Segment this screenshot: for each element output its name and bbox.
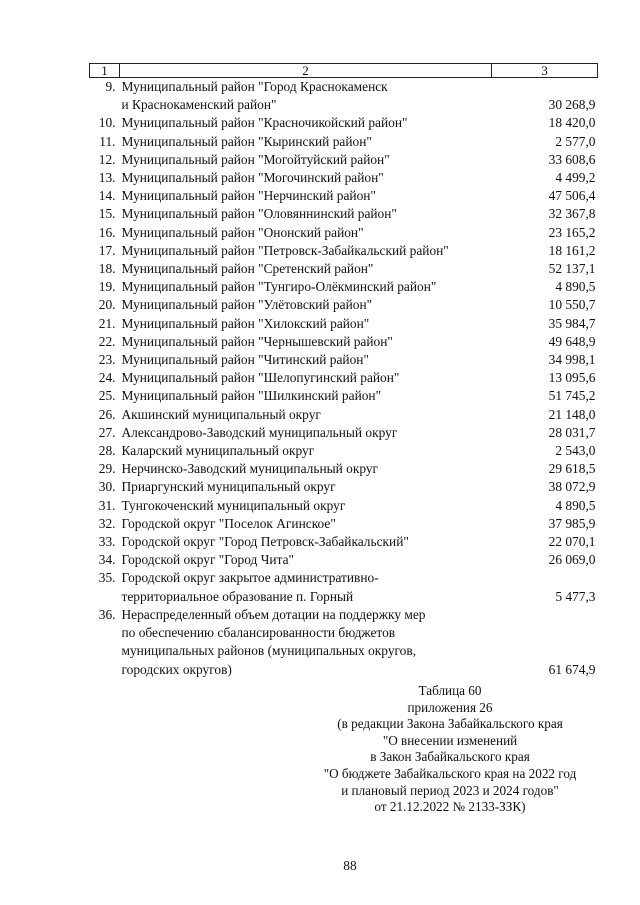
row-value: 33 608,6 bbox=[548, 151, 596, 167]
row-name bbox=[120, 551, 492, 569]
row-name bbox=[120, 242, 492, 260]
row-name-line: Городской округ "Город Чита" bbox=[121, 552, 294, 568]
row-name-line: Акшинский муниципальный округ bbox=[121, 406, 321, 422]
row-name bbox=[120, 151, 492, 169]
row-name-line: Муниципальный район "Кыринский район" bbox=[121, 133, 372, 149]
appendix-line: "О внесении изменений bbox=[382, 732, 518, 748]
row-value: 29 618,5 bbox=[548, 461, 596, 477]
row-value: 38 072,9 bbox=[548, 479, 596, 495]
row-name bbox=[120, 315, 492, 333]
table-row bbox=[90, 114, 598, 132]
row-name-line: городских округов) bbox=[121, 661, 232, 677]
row-number: 30. bbox=[98, 479, 116, 495]
row-name bbox=[120, 460, 492, 478]
row-value: 2 577,0 bbox=[555, 133, 596, 149]
row-name bbox=[120, 169, 492, 187]
table-row bbox=[90, 260, 598, 278]
row-value: 18 420,0 bbox=[548, 115, 596, 131]
row-number: 12. bbox=[98, 151, 116, 167]
table-row bbox=[90, 569, 598, 605]
row-name bbox=[120, 369, 492, 387]
row-name bbox=[120, 187, 492, 205]
header-col-2: 2 bbox=[120, 64, 492, 78]
row-name bbox=[120, 606, 492, 679]
row-number: 27. bbox=[98, 424, 116, 440]
row-name-line: Нераспределенный объем дотации на поддержку мер bbox=[121, 606, 426, 622]
row-value: 5 477,3 bbox=[555, 588, 596, 604]
table-row bbox=[90, 78, 598, 115]
row-name-line: Муниципальный район "Чернышевский район" bbox=[121, 333, 393, 349]
row-name-line: Муниципальный район "Шелопугинский район" bbox=[121, 370, 400, 386]
row-value: 4 499,2 bbox=[555, 170, 596, 186]
row-name-line: Александрово-Заводский муниципальный округ bbox=[121, 424, 398, 440]
row-number: 33. bbox=[98, 534, 116, 550]
table-body bbox=[90, 78, 598, 679]
row-name bbox=[120, 515, 492, 533]
row-value: 37 985,9 bbox=[548, 515, 596, 531]
row-value: 61 674,9 bbox=[548, 661, 596, 677]
row-value: 32 367,8 bbox=[548, 206, 596, 222]
table-row bbox=[90, 315, 598, 333]
row-number: 17. bbox=[98, 242, 116, 258]
row-name-line: Муниципальный район "Нерчинский район" bbox=[121, 188, 376, 204]
row-name bbox=[120, 78, 492, 115]
row-name bbox=[120, 278, 492, 296]
row-name bbox=[120, 442, 492, 460]
row-name-line: Муниципальный район "Хилокский район" bbox=[121, 315, 370, 331]
table-header-row bbox=[90, 64, 598, 78]
row-name bbox=[120, 133, 492, 151]
row-name-line: Муниципальный район "Шилкинский район" bbox=[121, 388, 382, 404]
row-name bbox=[120, 569, 492, 605]
row-name-line: Каларский муниципальный округ bbox=[121, 443, 315, 459]
row-number: 20. bbox=[98, 297, 116, 313]
row-name-line: Муниципальный район "Оловяннинский район" bbox=[121, 206, 397, 222]
table-row bbox=[90, 333, 598, 351]
row-name-line: Муниципальный район "Ононский район" bbox=[121, 224, 364, 240]
row-number: 35. bbox=[98, 570, 116, 586]
table-row bbox=[90, 387, 598, 405]
table-row bbox=[90, 151, 598, 169]
row-name bbox=[120, 351, 492, 369]
table-row bbox=[90, 478, 598, 496]
row-value: 51 745,2 bbox=[548, 388, 596, 404]
row-value: 13 095,6 bbox=[548, 370, 596, 386]
appendix-line: Таблица 60 bbox=[418, 683, 482, 698]
table-row bbox=[90, 442, 598, 460]
row-value: 47 506,4 bbox=[548, 188, 596, 204]
row-value: 34 998,1 bbox=[548, 352, 596, 368]
row-number: 29. bbox=[98, 461, 116, 477]
row-number: 16. bbox=[98, 224, 116, 240]
row-name-line: Муниципальный район "Тунгиро-Олёкминский район" bbox=[121, 279, 437, 295]
row-number: 34. bbox=[98, 552, 116, 568]
row-value: 26 069,0 bbox=[548, 552, 596, 568]
row-name bbox=[120, 424, 492, 442]
table-row bbox=[90, 169, 598, 187]
row-number: 31. bbox=[98, 497, 116, 513]
table-row bbox=[90, 424, 598, 442]
row-value: 10 550,7 bbox=[548, 297, 596, 313]
table-header bbox=[90, 64, 598, 78]
appendix-line: (в редакции Закона Забайкальского края bbox=[337, 716, 563, 732]
row-number: 23. bbox=[98, 352, 116, 368]
row-name-line: Муниципальный район "Петровск-Забайкальский район" bbox=[121, 242, 449, 258]
row-name-line: по обеспечению сбалансированности бюджетов bbox=[121, 625, 396, 641]
row-value: 18 161,2 bbox=[548, 242, 596, 258]
table-row bbox=[90, 369, 598, 387]
row-name bbox=[120, 260, 492, 278]
row-number: 25. bbox=[98, 388, 116, 404]
row-name-line: Городской округ "Город Петровск-Забайкальский" bbox=[121, 534, 409, 550]
row-value: 30 268,9 bbox=[548, 97, 596, 113]
row-name-line: Тунгокоченский муниципальный округ bbox=[121, 497, 346, 513]
row-number: 14. bbox=[98, 188, 116, 204]
row-value: 4 890,5 bbox=[555, 279, 596, 295]
appendix-line: приложения 26 bbox=[407, 699, 493, 715]
row-number: 19. bbox=[98, 279, 116, 295]
table-row bbox=[90, 497, 598, 515]
table-row bbox=[90, 351, 598, 369]
row-name-line: Муниципальный район "Могочинский район" bbox=[121, 170, 384, 186]
row-name-line: Муниципальный район "Город Краснокаменск bbox=[121, 79, 388, 94]
header-col-1: 1 bbox=[90, 64, 120, 78]
row-number: 26. bbox=[98, 406, 116, 422]
table-row bbox=[90, 606, 598, 679]
row-number: 15. bbox=[98, 206, 116, 222]
row-number: 13. bbox=[98, 170, 116, 186]
row-name-line: Муниципальный район "Читинский район" bbox=[121, 352, 369, 368]
table-row bbox=[90, 187, 598, 205]
appendix-line: "О бюджете Забайкальского края на 2022 год bbox=[323, 765, 577, 781]
row-value: 49 648,9 bbox=[548, 333, 596, 349]
row-name bbox=[120, 224, 492, 242]
row-value: 35 984,7 bbox=[548, 315, 596, 331]
row-number: 11. bbox=[99, 133, 116, 149]
row-number: 22. bbox=[98, 333, 116, 349]
row-number: 10. bbox=[98, 115, 116, 131]
row-number: 24. bbox=[98, 370, 116, 386]
row-value: 52 137,1 bbox=[548, 261, 596, 277]
row-name bbox=[120, 387, 492, 405]
row-name-line: Приаргунский муниципальный округ bbox=[121, 479, 336, 495]
table-row bbox=[90, 133, 598, 151]
table-row bbox=[90, 224, 598, 242]
row-name-line: территориальное образование п. Горный bbox=[121, 588, 354, 604]
table-row bbox=[90, 551, 598, 569]
table-row bbox=[90, 205, 598, 223]
table-row bbox=[90, 406, 598, 424]
row-name bbox=[120, 497, 492, 515]
row-value: 4 890,5 bbox=[555, 497, 596, 513]
row-name-line: муниципальных районов (муниципальных округов, bbox=[121, 643, 417, 659]
page-number: 88 bbox=[343, 858, 357, 873]
row-name-line: Городской округ закрытое административно- bbox=[121, 570, 379, 586]
appendix-line: и плановый период 2023 и 2024 годов" bbox=[341, 782, 559, 798]
table-row bbox=[90, 533, 598, 551]
row-value: 22 070,1 bbox=[548, 534, 596, 550]
table-row bbox=[90, 242, 598, 260]
table-row bbox=[90, 460, 598, 478]
row-name-line: и Краснокаменский район" bbox=[121, 97, 277, 113]
row-number: 28. bbox=[98, 443, 116, 459]
header-col-3: 3 bbox=[492, 64, 598, 78]
row-name bbox=[120, 533, 492, 551]
row-number: 36. bbox=[98, 606, 116, 622]
appendix-line: в Закон Забайкальского края bbox=[370, 749, 530, 765]
row-name-line: Муниципальный район "Могойтуйский район" bbox=[121, 151, 390, 167]
table-row bbox=[90, 296, 598, 314]
row-name bbox=[120, 296, 492, 314]
row-name-line: Городской округ "Поселок Агинское" bbox=[121, 515, 336, 531]
row-name-line: Муниципальный район "Сретенский район" bbox=[121, 261, 374, 277]
row-name bbox=[120, 205, 492, 223]
row-name bbox=[120, 406, 492, 424]
row-number: 32. bbox=[98, 515, 116, 531]
row-number: 21. bbox=[98, 315, 116, 331]
appendix-note bbox=[300, 683, 600, 816]
row-name-line: Муниципальный район "Улётовский район" bbox=[121, 297, 373, 313]
table-row bbox=[90, 278, 598, 296]
row-value: 23 165,2 bbox=[548, 224, 596, 240]
table-row bbox=[90, 515, 598, 533]
row-name bbox=[120, 478, 492, 496]
row-value: 21 148,0 bbox=[548, 406, 596, 422]
row-number: 18. bbox=[98, 261, 116, 277]
row-name bbox=[120, 114, 492, 132]
budget-table bbox=[89, 63, 598, 679]
row-name bbox=[120, 333, 492, 351]
appendix-line: от 21.12.2022 № 2133-ЗЗК) bbox=[374, 799, 526, 815]
row-value: 2 543,0 bbox=[555, 443, 596, 459]
row-name-line: Муниципальный район "Красночикойский район" bbox=[121, 115, 408, 131]
row-name-line: Нерчинско-Заводский муниципальный округ bbox=[121, 461, 379, 477]
row-number: 9. bbox=[105, 79, 116, 94]
row-value: 28 031,7 bbox=[548, 424, 596, 440]
